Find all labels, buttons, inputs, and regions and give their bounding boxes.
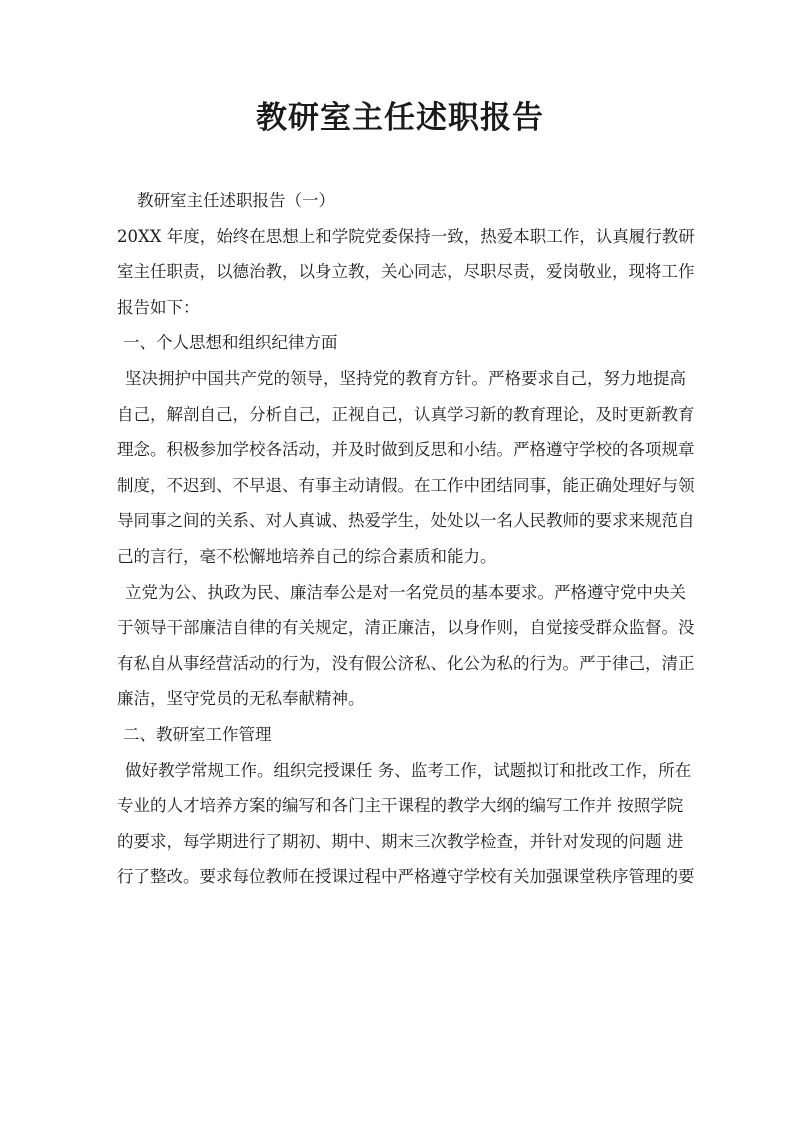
paragraph-line: 专业的人才培养方案的编写和各门主干课程的教学大纲的编写工作并 按照学院	[117, 796, 684, 816]
paragraph-line: 的要求，每学期进行了期初、期中、期末三次教学检查，并针对发现的问题 进	[117, 831, 684, 851]
paragraph-line: 理念。积极参加学校各活动，并及时做到反思和小结。严格遵守学校的各项规章	[117, 440, 695, 460]
paragraph-line: 制度，不迟到、不早退、有事主动请假。在工作中团结同事，能正确处理好与领	[117, 475, 695, 495]
paragraph-line: 室主任职责，以德治教，以身立教，关心同志，尽职尽责，爱岗敬业，现将工作	[117, 262, 695, 282]
paragraph-line: 于领导干部廉洁自律的有关规定，清正廉洁，以身作则，自觉接受群众监督。没	[117, 618, 695, 638]
section-heading: 二、教研室工作管理	[123, 724, 272, 744]
paragraph-line: 行了整改。要求每位教师在授课过程中严格遵守学校有关加强课堂秩序管理的要	[117, 867, 695, 887]
document-title: 教研室主任述职报告	[256, 100, 544, 136]
paragraph-line: 报告如下：	[117, 297, 200, 317]
paragraph-line: 坚决拥护中国共产党的领导，坚持党的教育方针。严格要求自己，努力地提高	[125, 368, 686, 388]
paragraph-line: 廉洁，坚守党员的无私奉献精神。	[117, 689, 365, 709]
paragraph-line: 自己，解剖自己，分析自己，正视自己，认真学习新的教育理论，及时更新教育	[117, 404, 695, 424]
paragraph-line: 20XX 年度，始终在思想上和学院党委保持一致，热爱本职工作，认真履行教研	[117, 226, 695, 246]
section-heading: 一、个人思想和组织纪律方面	[123, 333, 338, 353]
paragraph-line: 有私自从事经营活动的行为，没有假公济私、化公为私的行为。严于律己，清正	[117, 653, 695, 673]
report-subtitle: 教研室主任述职报告（一）	[137, 191, 335, 210]
paragraph-line: 立党为公、执政为民、廉洁奉公是对一名党员的基本要求。严格遵守党中央关	[125, 582, 686, 602]
document-body	[117, 183, 695, 895]
paragraph-line: 导同事之间的关系、对人真诚、热爱学生，处处以一名人民教师的要求来规范自	[117, 511, 695, 531]
paragraph-line: 做好教学常规工作。组织完授课任 务、监考工作，试题拟订和批改工作，所在	[125, 760, 692, 780]
paragraph-line: 己的言行，毫不松懈地培养自己的综合素质和能力。	[117, 546, 497, 566]
